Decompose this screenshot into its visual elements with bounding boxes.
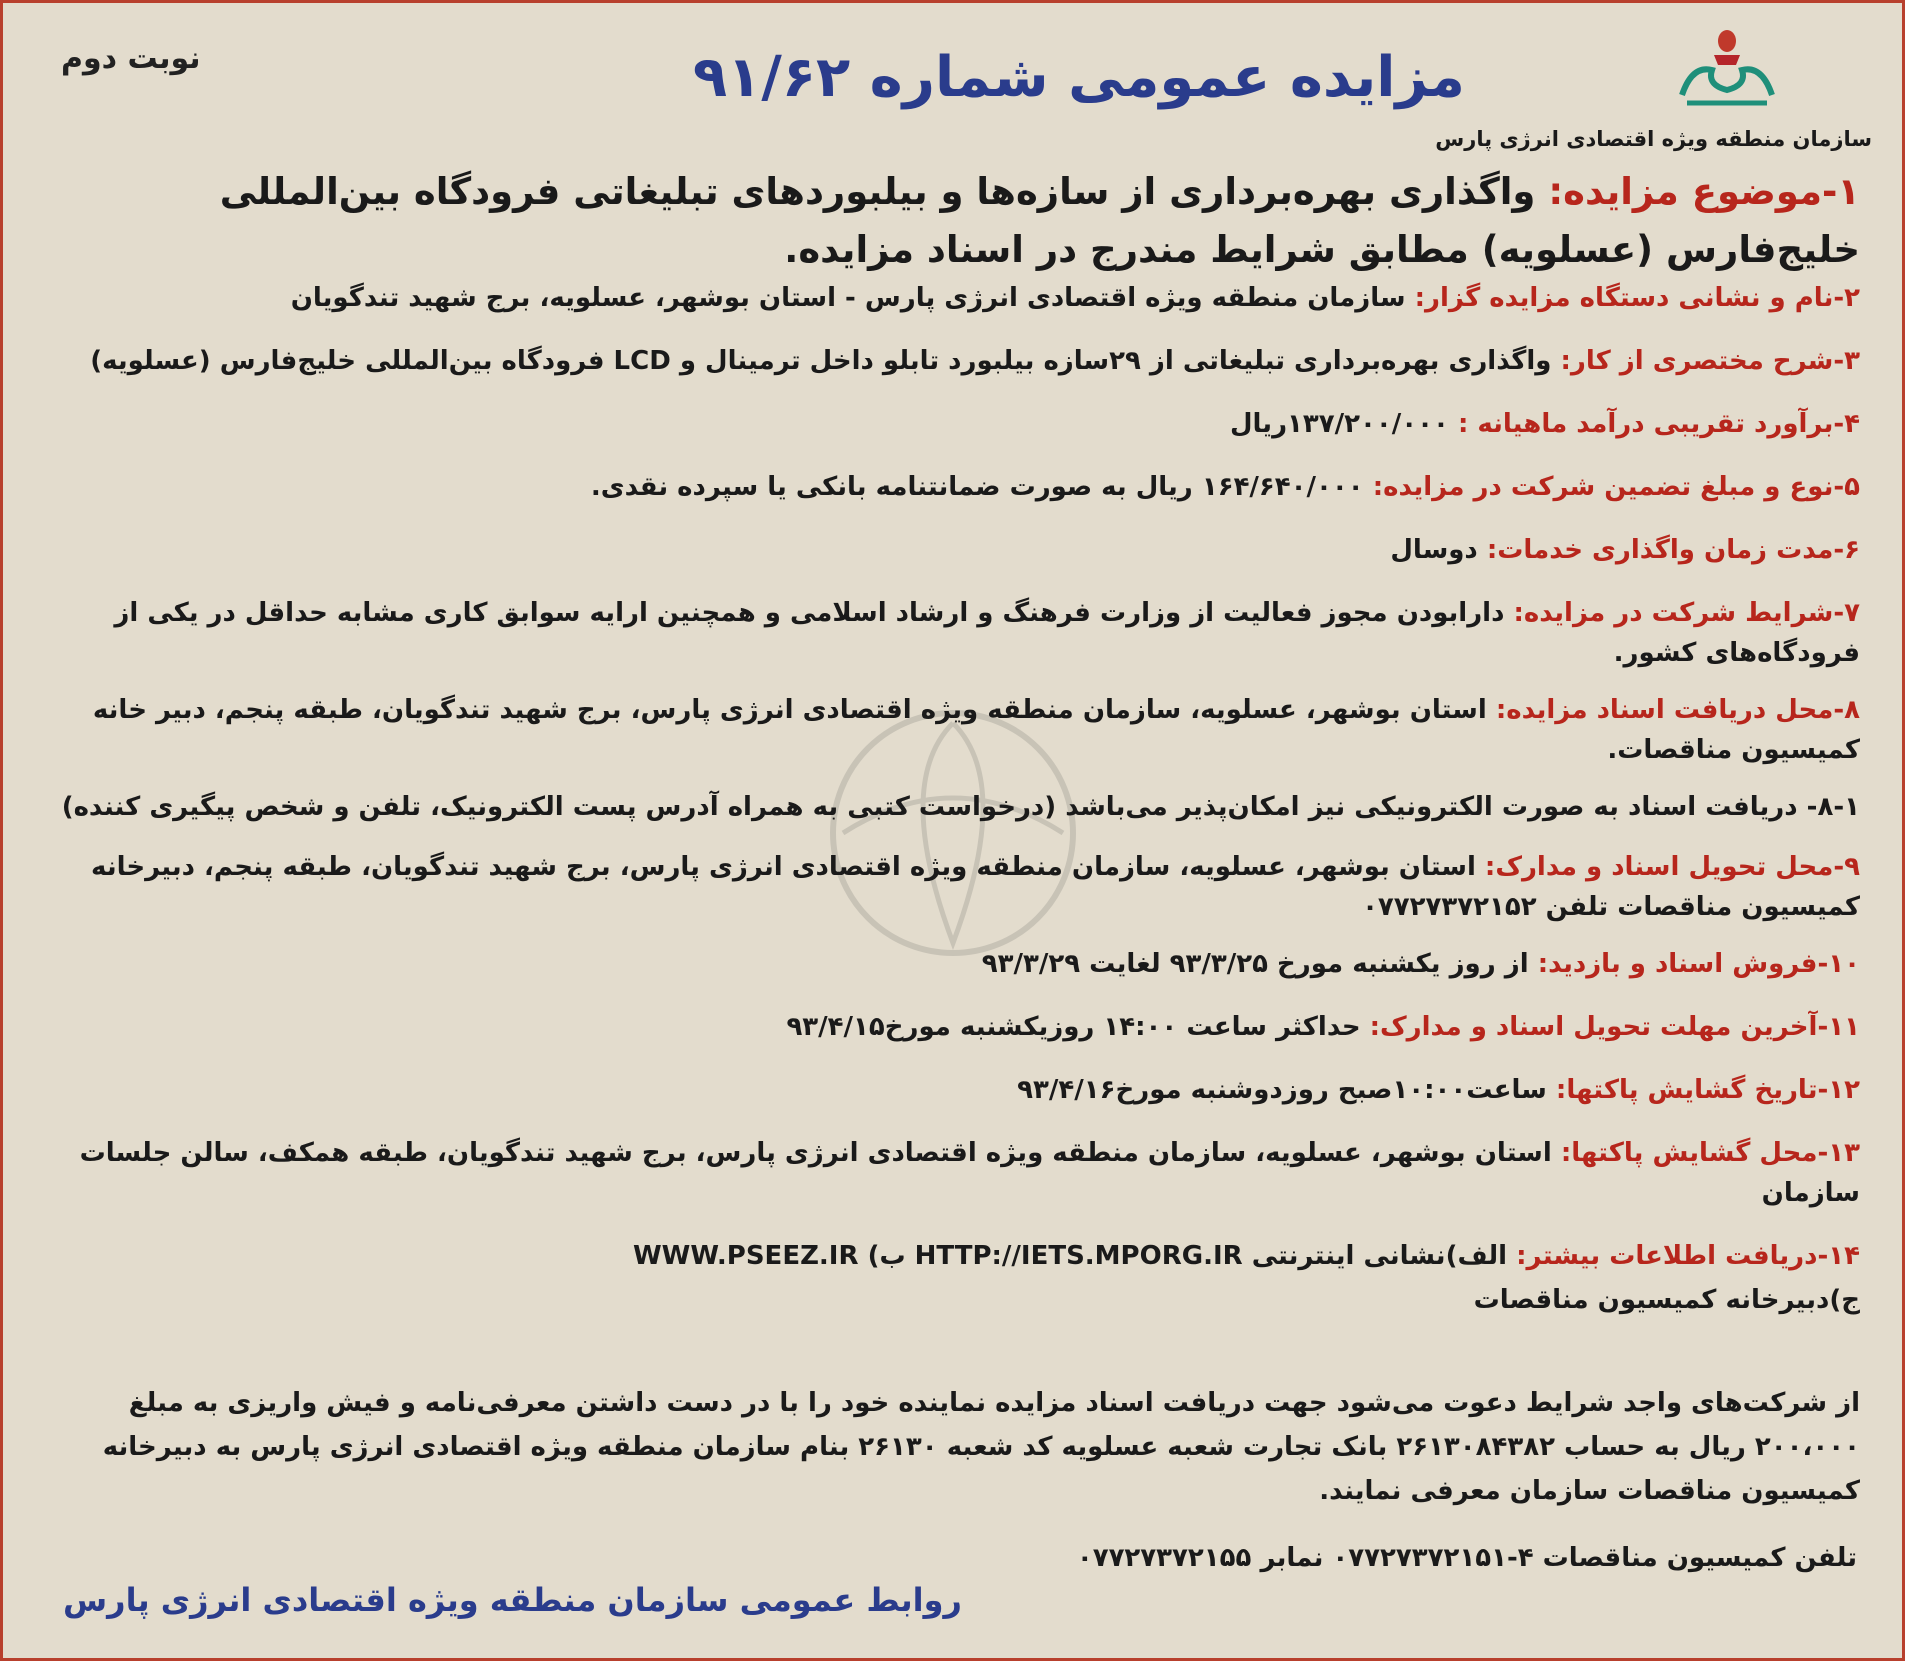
items-list: [33, 278, 1860, 1343]
item-9: [33, 847, 1860, 927]
item-8-1: [33, 787, 1860, 827]
item-label: ۱۲-تاریخ گشایش پاکتها:: [1555, 1075, 1860, 1105]
round-label: نوبت دوم: [61, 41, 201, 76]
item-label: ۸-محل دریافت اسناد مزایده:: [1495, 695, 1860, 725]
item-text: الف)نشانی اینترنتی HTTP://IETS.MPORG.IR ب) WWW.PSEEZ.IR: [632, 1241, 1508, 1271]
item-label: ۱۰-فروش اسناد و بازدید:: [1537, 949, 1860, 979]
topic-text: واگذاری بهره‌برداری از سازه‌ها و بیلبوردهای تبلیغاتی فرودگاه بین‌المللی خلیج‌فارس (عسلویه) مطابق شرایط مندرج در اسناد مزایده.: [219, 170, 1860, 271]
item-text: دارابودن مجوز فعالیت از وزارت فرهنگ و ارشاد اسلامی و همچنین ارایه سوابق کاری مشابه حداقل در یکی از فرودگاه‌های کشور.: [114, 598, 1860, 668]
item-text: ۱۶۴/۶۴۰/۰۰۰ ریال به صورت ضمانتنامه بانکی یا سپرده نقدی.: [590, 472, 1364, 502]
nioc-logo-icon: [1662, 25, 1792, 125]
item-text: حداکثر ساعت ۱۴:۰۰ روزیکشنبه مورخ۹۳/۴/۱۵: [786, 1012, 1361, 1042]
item-text: استان بوشهر، عسلویه، سازمان منطقه ویژه اقتصادی انرژی پارس، برج شهید تندگویان، طبقه همکف، سالن جلسات سازمان: [79, 1138, 1860, 1208]
item-text: ساعت۱۰:۰۰صبح روزدوشنبه مورخ۹۳/۴/۱۶: [1017, 1075, 1547, 1105]
item-text: واگذاری بهره‌برداری تبلیغاتی از ۲۹سازه بیلبورد تابلو داخل ترمینال و LCD فرودگاه بین‌المللی خلیج‌فارس (عسلویه): [90, 346, 1552, 376]
item-text: دوسال: [1390, 535, 1478, 565]
item-label: ۲-نام و نشانی دستگاه مزایده گزار:: [1414, 283, 1860, 313]
item-text: از روز یکشنبه مورخ ۹۳/۳/۲۵ لغایت ۹۳/۳/۲۹: [981, 949, 1529, 979]
item-3: [33, 341, 1860, 381]
item-label: ۱۱-آخرین مهلت تحویل اسناد و مدارک:: [1369, 1012, 1860, 1042]
item-label: ۱۴-دریافت اطلاعات بیشتر:: [1516, 1241, 1860, 1271]
item-10: [33, 944, 1860, 984]
phone-fax-line: تلفن کمیسیون مناقصات ۴-۰۷۷۲۷۳۷۲۱۵۱ نمابر ۰۷۷۲۷۳۷۲۱۵۵: [1076, 1543, 1857, 1573]
item-13: [33, 1133, 1860, 1213]
item-6: [33, 530, 1860, 570]
item-label: ۳-شرح مختصری از کار:: [1560, 346, 1860, 376]
item-text: ج)دبیرخانه کمیسیون مناقصات: [1473, 1285, 1860, 1315]
closing-paragraph: از شرکت‌های واجد شرایط دعوت می‌شود جهت دریافت اسناد مزایده نماینده خود را با در دست داشتن معرفی‌نامه و فیش واریزی به مبلغ ۲۰۰،۰۰۰ ریال به حساب ۲۶۱۳۰۸۴۳۸۲ بانک تجارت شعبه عسلویه کد شعبه ۲۶۱۳۰ بنام سازمان منطقه ویژه اقتصادی انرژی پارس به دبیرخانه کمیسیون مناقصات سازمان معرفی نمایند.: [102, 1388, 1860, 1506]
topic-label: ۱-موضوع مزایده:: [1548, 170, 1860, 213]
item-2: [33, 278, 1860, 318]
topic: [43, 163, 1860, 279]
item-label: ۹-محل تحویل اسناد و مدارک:: [1484, 852, 1860, 882]
item-text: ۸-۱- دریافت اسناد به صورت الکترونیکی نیز امکان‌پذیر می‌باشد (درخواست کتبی به همراه آدرس پست الکترونیک، تلفن و شخص پیگیری کننده): [61, 792, 1860, 822]
organization-name: سازمان منطقه ویژه اقتصادی انرژی پارس: [1435, 127, 1872, 151]
item-14-c: [33, 1280, 1860, 1320]
item-4: [33, 404, 1860, 444]
item-text: سازمان منطقه ویژه اقتصادی انرژی پارس - استان بوشهر، عسلویه، برج شهید تندگویان: [290, 283, 1406, 313]
item-label: ۶-مدت زمان واگذاری خدمات:: [1486, 535, 1860, 565]
item-14: [33, 1236, 1860, 1276]
item-label: ۵-نوع و مبلغ تضمین شرکت در مزایده:: [1372, 472, 1860, 502]
item-text: استان بوشهر، عسلویه، سازمان منطقه ویژه اقتصادی انرژی پارس، برج شهید تندگویان، طبقه پنجم، دبیر خانه کمیسیون مناقصات.: [92, 695, 1860, 765]
item-8: [33, 690, 1860, 770]
notice-title: مزایده عمومی شماره ۹۱/۶۲: [693, 45, 1465, 110]
item-12: [33, 1070, 1860, 1110]
item-text: استان بوشهر، عسلویه، سازمان منطقه ویژه اقتصادی انرژی پارس، برج شهید تندگویان، طبقه پنجم، دبیرخانه کمیسیون مناقصات تلفن ۰۷۷۲۷۳۷۲۱۵۲: [91, 852, 1860, 922]
item-7: [33, 593, 1860, 673]
item-text: ۱۳۷/۲۰۰/۰۰۰ریال: [1229, 409, 1449, 439]
item-label: ۴-برآورد تقریبی درآمد ماهیانه :: [1457, 409, 1860, 439]
item-11: [33, 1007, 1860, 1047]
item-5: [33, 467, 1860, 507]
item-label: ۷-شرایط شرکت در مزایده:: [1513, 598, 1860, 628]
public-relations-signature: روابط عمومی سازمان منطقه ویژه اقتصادی انرژی پارس: [63, 1581, 962, 1619]
item-label: ۱۳-محل گشایش پاکتها:: [1560, 1138, 1860, 1168]
